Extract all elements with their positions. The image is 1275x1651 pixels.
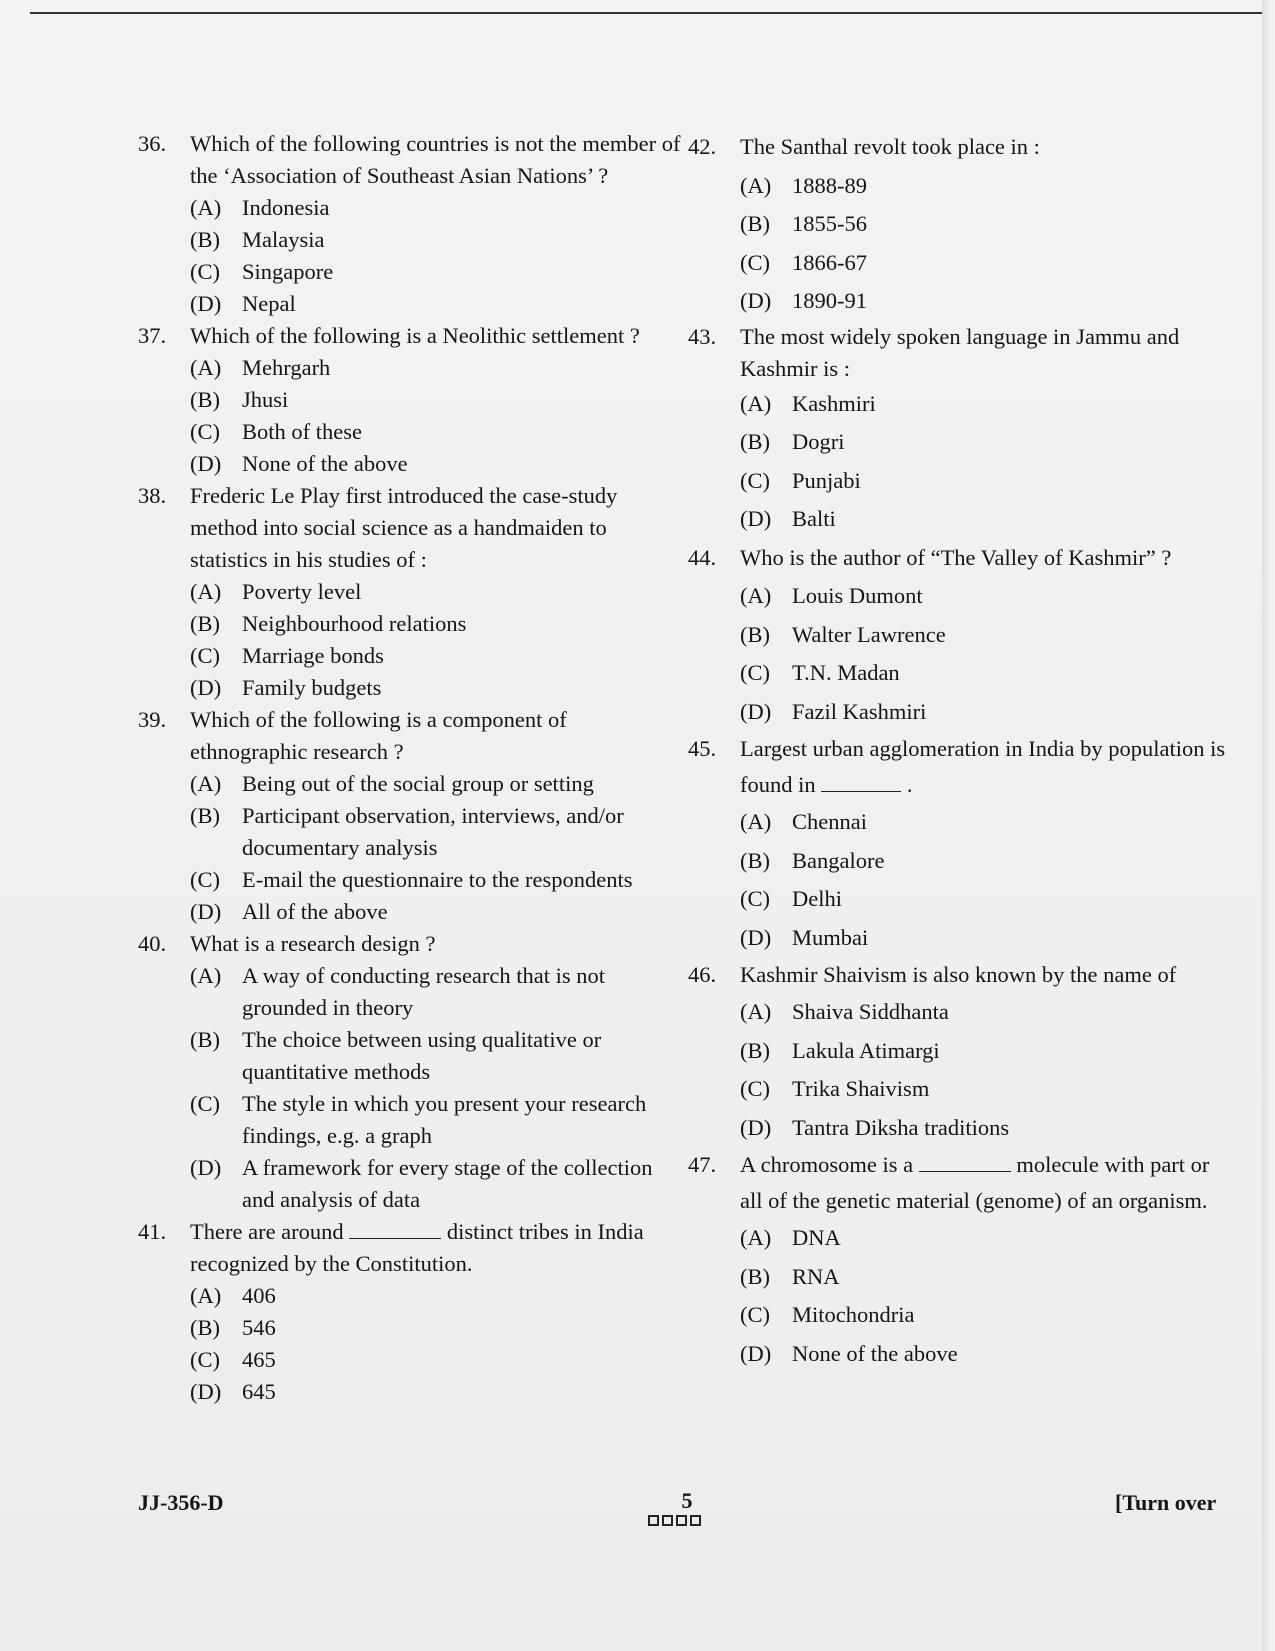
page-marker-boxes: [648, 1515, 701, 1526]
question-number: 40.: [138, 931, 167, 956]
question-number: 44.: [688, 544, 717, 570]
question-44: [688, 539, 1233, 732]
option: (C) Delhi: [740, 886, 842, 911]
option: (D) Fazil Kashmiri: [740, 698, 927, 724]
turn-over-note: [Turn over: [1115, 1490, 1217, 1515]
option: (C) Both of these: [190, 419, 362, 444]
option: (C) T.N. Madan: [740, 660, 900, 685]
answer-blank: [821, 773, 901, 792]
option: (B) Dogri: [740, 429, 845, 454]
option: (D) Tantra Diksha traditions: [740, 1114, 1010, 1140]
question-number: 38.: [138, 483, 167, 508]
question-text: Kashmir Shaivism is also known by the name of: [740, 962, 1177, 987]
question-number: 42.: [688, 134, 717, 159]
question-number: 47.: [688, 1152, 717, 1177]
question-number: 41.: [138, 1219, 167, 1244]
option: (C) Trika Shaivism: [740, 1076, 930, 1101]
option: (B) Bangalore: [740, 847, 885, 873]
option: (D) Balti: [740, 506, 836, 531]
question-text: The Santhal revolt took place in :: [740, 134, 1040, 159]
option: (B) Walter Lawrence: [740, 621, 946, 647]
option: (D) Family budgets: [190, 675, 382, 700]
option: (A) 1888-89: [740, 172, 867, 198]
question-number: 46.: [688, 962, 717, 987]
top-rule: [30, 12, 1265, 14]
question-text: There are around distinct tribes in India recognized by the Constitution.: [190, 1219, 644, 1276]
option: (C) E-mail the questionnaire to the respondents: [190, 867, 633, 892]
question-text: Which of the following is a component of ethnographic research ?: [190, 707, 567, 764]
option: (C) Marriage bonds: [190, 643, 384, 668]
marker-box: [690, 1515, 701, 1526]
option: (B) The choice between using qualitative or quantitative methods: [190, 1027, 602, 1084]
option: (C) Punjabi: [740, 467, 861, 493]
question-text: A chromosome is a molecule with part or all of the genetic material (genome) of an organism.: [740, 1152, 1210, 1213]
marker-box: [662, 1515, 673, 1526]
option: (A) 406: [190, 1283, 276, 1308]
option: (D) None of the above: [740, 1340, 958, 1366]
option: (D) Mumbai: [740, 924, 869, 950]
option: (C) The style in which you present your research findings, e.g. a graph: [190, 1091, 647, 1148]
question-39: [138, 704, 683, 928]
option: (D) All of the above: [190, 899, 388, 924]
option: (D) 645: [190, 1379, 276, 1404]
option: (B) 546: [190, 1315, 276, 1340]
option: (C) Singapore: [190, 259, 334, 284]
question-number: 43.: [688, 323, 717, 349]
option: (C) 465: [190, 1347, 276, 1372]
question-text: The most widely spoken language in Jammu and Kashmir is :: [740, 323, 1180, 381]
question-text: Largest urban agglomeration in India by population is found in .: [740, 736, 1226, 797]
question-number: 45.: [688, 736, 717, 761]
question-text: Frederic Le Play first introduced the case-study method into social science as a handmaiden to statistics in his studies of :: [190, 483, 618, 572]
question-text: Who is the author of “The Valley of Kashmir” ?: [740, 544, 1172, 570]
option: (A) Shaiva Siddhanta: [740, 999, 949, 1024]
option: (D) 1890-91: [740, 288, 867, 313]
option: (A) Chennai: [740, 809, 867, 834]
option: (B) RNA: [740, 1263, 840, 1289]
marker-box: [648, 1515, 659, 1526]
marker-box: [676, 1515, 687, 1526]
question-number: 37.: [138, 323, 167, 348]
question-37: [138, 320, 683, 480]
option: (A) Kashmiri: [740, 390, 876, 416]
question-41: [138, 1216, 683, 1408]
question-text: What is a research design ?: [190, 931, 436, 956]
option: (B) Participant observation, interviews, and/or documentary analysis: [190, 803, 624, 860]
question-42: [688, 128, 1233, 321]
option: (B) Lakula Atimargi: [740, 1037, 940, 1063]
option: (B) 1855-56: [740, 211, 867, 236]
question-38: [138, 480, 683, 704]
option: (A) A way of conducting research that is not grounded in theory: [190, 963, 606, 1020]
option: (A) Mehrgarh: [190, 355, 331, 380]
left-column: [138, 128, 683, 1408]
question-43: [688, 321, 1233, 539]
option: (A) Indonesia: [190, 195, 330, 220]
question-number: 39.: [138, 707, 167, 732]
option: (B) Malaysia: [190, 227, 325, 252]
question-45: [688, 731, 1233, 957]
option: (B) Jhusi: [190, 387, 289, 412]
question-40: [138, 928, 683, 1216]
option: (B) Neighbourhood relations: [190, 611, 467, 636]
option: (A) Being out of the social group or setting: [190, 771, 594, 796]
question-text: Which of the following is a Neolithic settlement ?: [190, 323, 640, 348]
option: (D) A framework for every stage of the collection and analysis of data: [190, 1155, 653, 1212]
question-36: [138, 128, 683, 320]
option: (D) Nepal: [190, 291, 296, 316]
option: (C) Mitochondria: [740, 1302, 915, 1327]
question-number: 36.: [138, 131, 167, 156]
option: (D) None of the above: [190, 451, 408, 476]
answer-blank: [349, 1220, 441, 1239]
option: (A) Louis Dumont: [740, 583, 923, 608]
question-47: [688, 1147, 1233, 1373]
page-number: 5: [681, 1488, 693, 1513]
question-46: [688, 957, 1233, 1147]
option: (A) Poverty level: [190, 579, 362, 604]
right-column: [688, 128, 1233, 1373]
paper-code: JJ-356-D: [138, 1490, 224, 1515]
page-edge: [1262, 0, 1275, 1651]
question-text: Which of the following countries is not the member of the ‘Association of Southeast Asian Nations’ ?: [190, 131, 681, 188]
option: (C) 1866-67: [740, 249, 867, 275]
option: (A) DNA: [740, 1225, 841, 1250]
answer-blank: [919, 1153, 1011, 1172]
